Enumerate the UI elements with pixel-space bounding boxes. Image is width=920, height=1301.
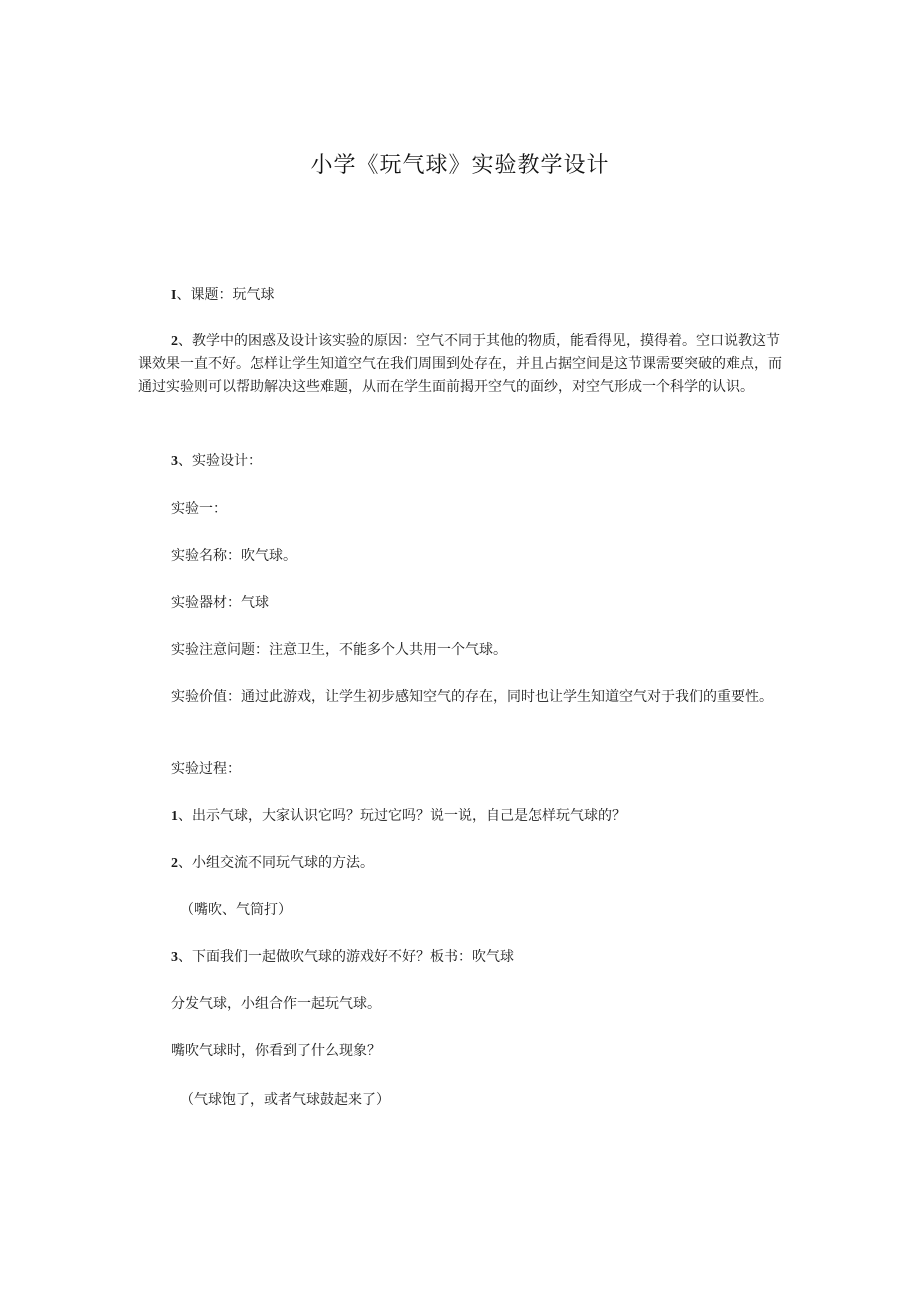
design-heading-text: 、实验设计： (178, 453, 262, 469)
step-one-text: 、出示气球，大家认识它吗？玩过它吗？说一说，自己是怎样玩气球的？ (178, 808, 626, 824)
item-number: 2 (171, 856, 178, 871)
experiment-notice: 实验注意问题：注意卫生，不能多个人共用一个气球。 (171, 642, 507, 658)
step-two-note: （嘴吹、气筒打） (180, 902, 292, 918)
topic-paragraph (138, 284, 788, 307)
item-number: 3 (171, 454, 178, 469)
reason-text: 、教学中的困惑及设计该实验的原因：空气不同于其他的物质，能看得见，摸得着。空口说教这节课效果一直不好。怎样让学生知道空气在我们周围到处存在，并且占据空间是这节课需要突破的难点，而通过实验则可以帮助解决这些难题，从而在学生面前揭开空气的面纱，对空气形成一个科学的认识。 (138, 333, 782, 395)
item-number: 1 (171, 809, 178, 824)
distribute-balloons: 分发气球，小组合作一起玩气球。 (171, 996, 381, 1012)
experiment-value: 实验价值：通过此游戏，让学生初步感知空气的存在，同时也让学生知道空气对于我们的重要性。 (171, 689, 773, 705)
topic-text: 、课题：玩气球 (176, 287, 275, 303)
item-number: 2 (171, 334, 178, 349)
step-three (138, 946, 788, 969)
document-title: 小学《玩气球》实验教学设计 (310, 153, 610, 178)
design-heading (138, 450, 788, 473)
step-three-text: 、下面我们一起做吹气球的游戏好不好？板书：吹气球 (178, 949, 514, 965)
observation-question: 嘴吹气球时，你看到了什么现象？ (171, 1043, 381, 1059)
item-number: 3 (171, 950, 178, 965)
experiment-one-label: 实验一： (171, 501, 227, 517)
experiment-materials: 实验器材：气球 (171, 595, 269, 611)
step-two-text: 、小组交流不同玩气球的方法。 (178, 855, 374, 871)
reason-paragraph (138, 330, 788, 399)
experiment-name: 实验名称：吹气球。 (171, 548, 297, 564)
observation-answer: （气球饱了，或者气球鼓起来了） (180, 1092, 390, 1108)
experiment-process-label: 实验过程： (171, 761, 241, 777)
item-number: I (171, 288, 177, 303)
step-two (138, 852, 788, 875)
step-one (138, 805, 788, 828)
